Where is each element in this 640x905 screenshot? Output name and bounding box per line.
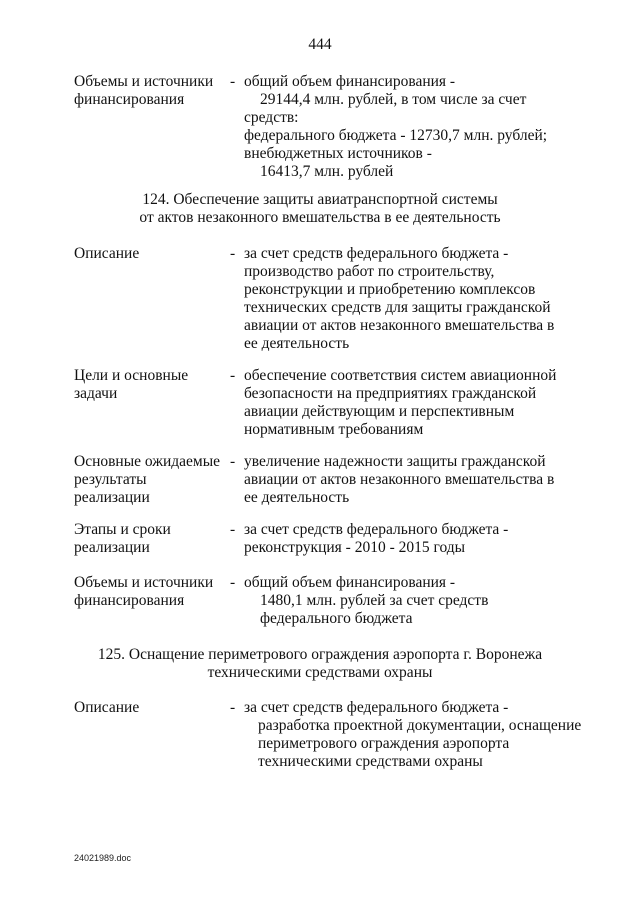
row-dash: - bbox=[230, 453, 236, 470]
row-dash: - bbox=[230, 699, 236, 716]
row-content: общий объем финансирования - 29144,4 млн. рублей, в том числе за счет средств: федерального бюджета - 12730,7 млн. рублей; внебюджетных источников - 16413,7 млн. рублей bbox=[244, 73, 548, 180]
row-label: Описание bbox=[74, 699, 140, 716]
section-heading-124: 124. Обеспечение защиты авиатранспортной системы от актов незаконного вмешательства в ее деятельность bbox=[139, 191, 501, 226]
row-content: увеличение надежности защиты гражданской авиации от актов незаконного вмешательства в ее деятельность bbox=[244, 453, 555, 506]
row-content: обеспечение соответствия систем авиационной безопасности на предприятиях гражданской авиации действующим и перспективным нормативным требованиям bbox=[244, 367, 557, 438]
row-label: Описание bbox=[74, 245, 140, 262]
row-label: Цели и основные задачи bbox=[74, 367, 189, 402]
row-label: Этапы и сроки реализации bbox=[74, 521, 171, 556]
row-content: за счет средств федерального бюджета - разработка проектной документации, оснащение периметрового ограждения аэропорта техническими средствами охраны bbox=[244, 699, 582, 770]
footer-filename: 24021989.doc bbox=[74, 853, 132, 863]
row-dash: - bbox=[230, 245, 236, 262]
row-content: за счет средств федерального бюджета - производство работ по строительству, реконструкции и приобретению комплексов технических средств для защиты гражданской авиации от актов незаконного вмешательства в ее деятельность bbox=[244, 245, 555, 352]
page-number: 444 bbox=[308, 36, 332, 53]
row-label: Основные ожидаемые результаты реализации bbox=[74, 453, 221, 506]
row-content: за счет средств федерального бюджета - реконструкция - 2010 - 2015 годы bbox=[244, 521, 509, 556]
row-label: Объемы и источники финансирования bbox=[74, 574, 214, 609]
row-dash: - bbox=[230, 521, 236, 538]
section-heading-125: 125. Оснащение периметрового ограждения аэропорта г. Воронежа техническими средствами охраны bbox=[97, 646, 543, 681]
row-dash: - bbox=[230, 574, 236, 591]
row-label: Объемы и источники финансирования bbox=[74, 73, 214, 108]
row-dash: - bbox=[230, 367, 236, 384]
row-dash: - bbox=[230, 73, 236, 90]
row-content: общий объем финансирования - 1480,1 млн. рублей за счет средств федерального бюджета bbox=[244, 574, 489, 627]
